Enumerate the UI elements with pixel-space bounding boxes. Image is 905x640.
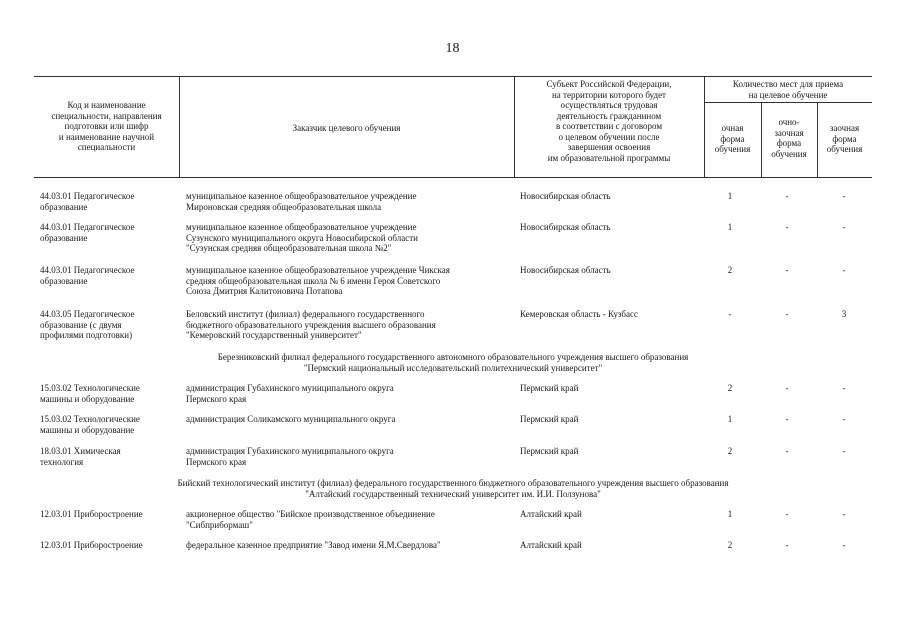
row-6-region: Пермский край <box>520 414 579 424</box>
row-4-distance: 3 <box>841 309 847 319</box>
row-7-distance: - <box>842 446 846 456</box>
row-7-code: 18.03.01 Химическая технология <box>40 446 121 467</box>
row-6-code: 15.03.02 Технологические машины и оборудование <box>40 414 140 435</box>
row-1-region: Новосибирская область <box>520 191 611 201</box>
row-1-distance: - <box>842 191 846 201</box>
row-3-region: Новосибирская область <box>520 265 611 275</box>
row-8-distance: - <box>842 509 846 519</box>
page-number: 18 <box>445 41 460 56</box>
header-fulltime: очная форма обучения <box>714 123 751 154</box>
row-9-code: 12.03.01 Приборостроение <box>40 540 143 550</box>
row-6-customer: администрация Соликамского муниципального округа <box>186 414 396 424</box>
header-customer: Заказчик целевого обучения <box>292 123 401 133</box>
row-2-distance: - <box>842 222 846 232</box>
row-5-mixed: - <box>785 383 789 393</box>
row-2-region: Новосибирская область <box>520 222 611 232</box>
row-6-distance: - <box>842 414 846 424</box>
header-places: Количество мест для приема на целевое обучение <box>732 79 844 100</box>
row-5-customer: администрация Губахинского муниципального округа Пермского края <box>186 383 394 404</box>
row-9-customer: федеральное казенное предприятие "Завод имени Я.М.Свердлова" <box>186 540 441 550</box>
row-1-customer: муниципальное казенное общеобразовательное учреждение Мироновская средняя общеобразовательная школа <box>186 191 417 212</box>
table-top-border <box>34 76 872 77</box>
group-title-berezniki: Березниковский филиал федерального государственного автономного образовательного учреждения высшего образования "Пермский национальный исследовательский политехнический университет" <box>217 352 689 373</box>
row-2-mixed: - <box>785 222 789 232</box>
row-3-fulltime: 2 <box>727 265 733 275</box>
row-5-distance: - <box>842 383 846 393</box>
row-4-mixed: - <box>785 309 789 319</box>
row-3-distance: - <box>842 265 846 275</box>
row-8-fulltime: 1 <box>727 509 733 519</box>
row-4-customer: Беловский институт (филиал) федерального государственного бюджетного образовательного учреждения высшего образования "Кемеровский государственный университет" <box>186 309 436 341</box>
row-4-fulltime: - <box>728 309 732 319</box>
row-9-region: Алтайский край <box>520 540 582 550</box>
row-2-fulltime: 1 <box>727 222 733 232</box>
row-1-code: 44.03.01 Педагогическое образование <box>40 191 135 212</box>
header-code: Код и наименование специальности, направления подготовки или шифр и наименование научной специальности <box>51 100 162 152</box>
row-2-code: 44.03.01 Педагогическое образование <box>40 222 135 243</box>
row-8-mixed: - <box>785 509 789 519</box>
group-title-biysk: Бийский технологический институт (филиал) федерального государственного бюджетного образовательного учреждения высшего образования "Алтайский государственный технический университет им. И.И. Ползунова" <box>177 478 729 499</box>
header-mixed: очно- заочная форма обучения <box>771 117 807 159</box>
row-9-distance: - <box>842 540 846 550</box>
row-5-code: 15.03.02 Технологические машины и оборудование <box>40 383 140 404</box>
row-3-mixed: - <box>785 265 789 275</box>
row-8-code: 12.03.01 Приборостроение <box>40 509 143 519</box>
row-4-region: Кемеровская область - Кузбасс <box>520 309 638 319</box>
row-7-customer: администрация Губахинского муниципального округа Пермского края <box>186 446 394 467</box>
row-8-region: Алтайский край <box>520 509 582 519</box>
row-7-region: Пермский край <box>520 446 579 456</box>
header-region: Субъект Российской Федерации, на территории которого будет осуществляться трудовая деятельность гражданином в соответствии с договором о целевом обучении после завершения освоения им образовательной программы <box>546 79 672 163</box>
row-7-fulltime: 2 <box>727 446 733 456</box>
row-5-fulltime: 2 <box>727 383 733 393</box>
places-subheader-line <box>704 102 872 103</box>
row-8-customer: акционерное общество "Бийское производственное объединение "Сибприбормаш" <box>186 509 435 530</box>
header-distance: заочная форма обучения <box>826 123 863 154</box>
row-3-code: 44.03.01 Педагогическое образование <box>40 265 135 286</box>
row-5-region: Пермский край <box>520 383 579 393</box>
row-2-customer: муниципальное казенное общеобразовательное учреждение Сузунского муниципального округа Новосибирской области "Сузунская средняя общеобразовательная школа №2" <box>186 222 418 254</box>
row-9-mixed: - <box>785 540 789 550</box>
row-6-mixed: - <box>785 414 789 424</box>
row-6-fulltime: 1 <box>727 414 733 424</box>
row-1-mixed: - <box>785 191 789 201</box>
row-7-mixed: - <box>785 446 789 456</box>
row-9-fulltime: 2 <box>727 540 733 550</box>
row-3-customer: муниципальное казенное общеобразовательное учреждение Чикская средняя общеобразовательная школа № 6 имени Героя Советского Союза Дмитрия Калитоновича Потапова <box>186 265 450 297</box>
table-header-bottom-border <box>34 177 872 178</box>
row-4-code: 44.03.05 Педагогическое образование (с двумя профилями подготовки) <box>40 309 135 341</box>
row-1-fulltime: 1 <box>727 191 733 201</box>
